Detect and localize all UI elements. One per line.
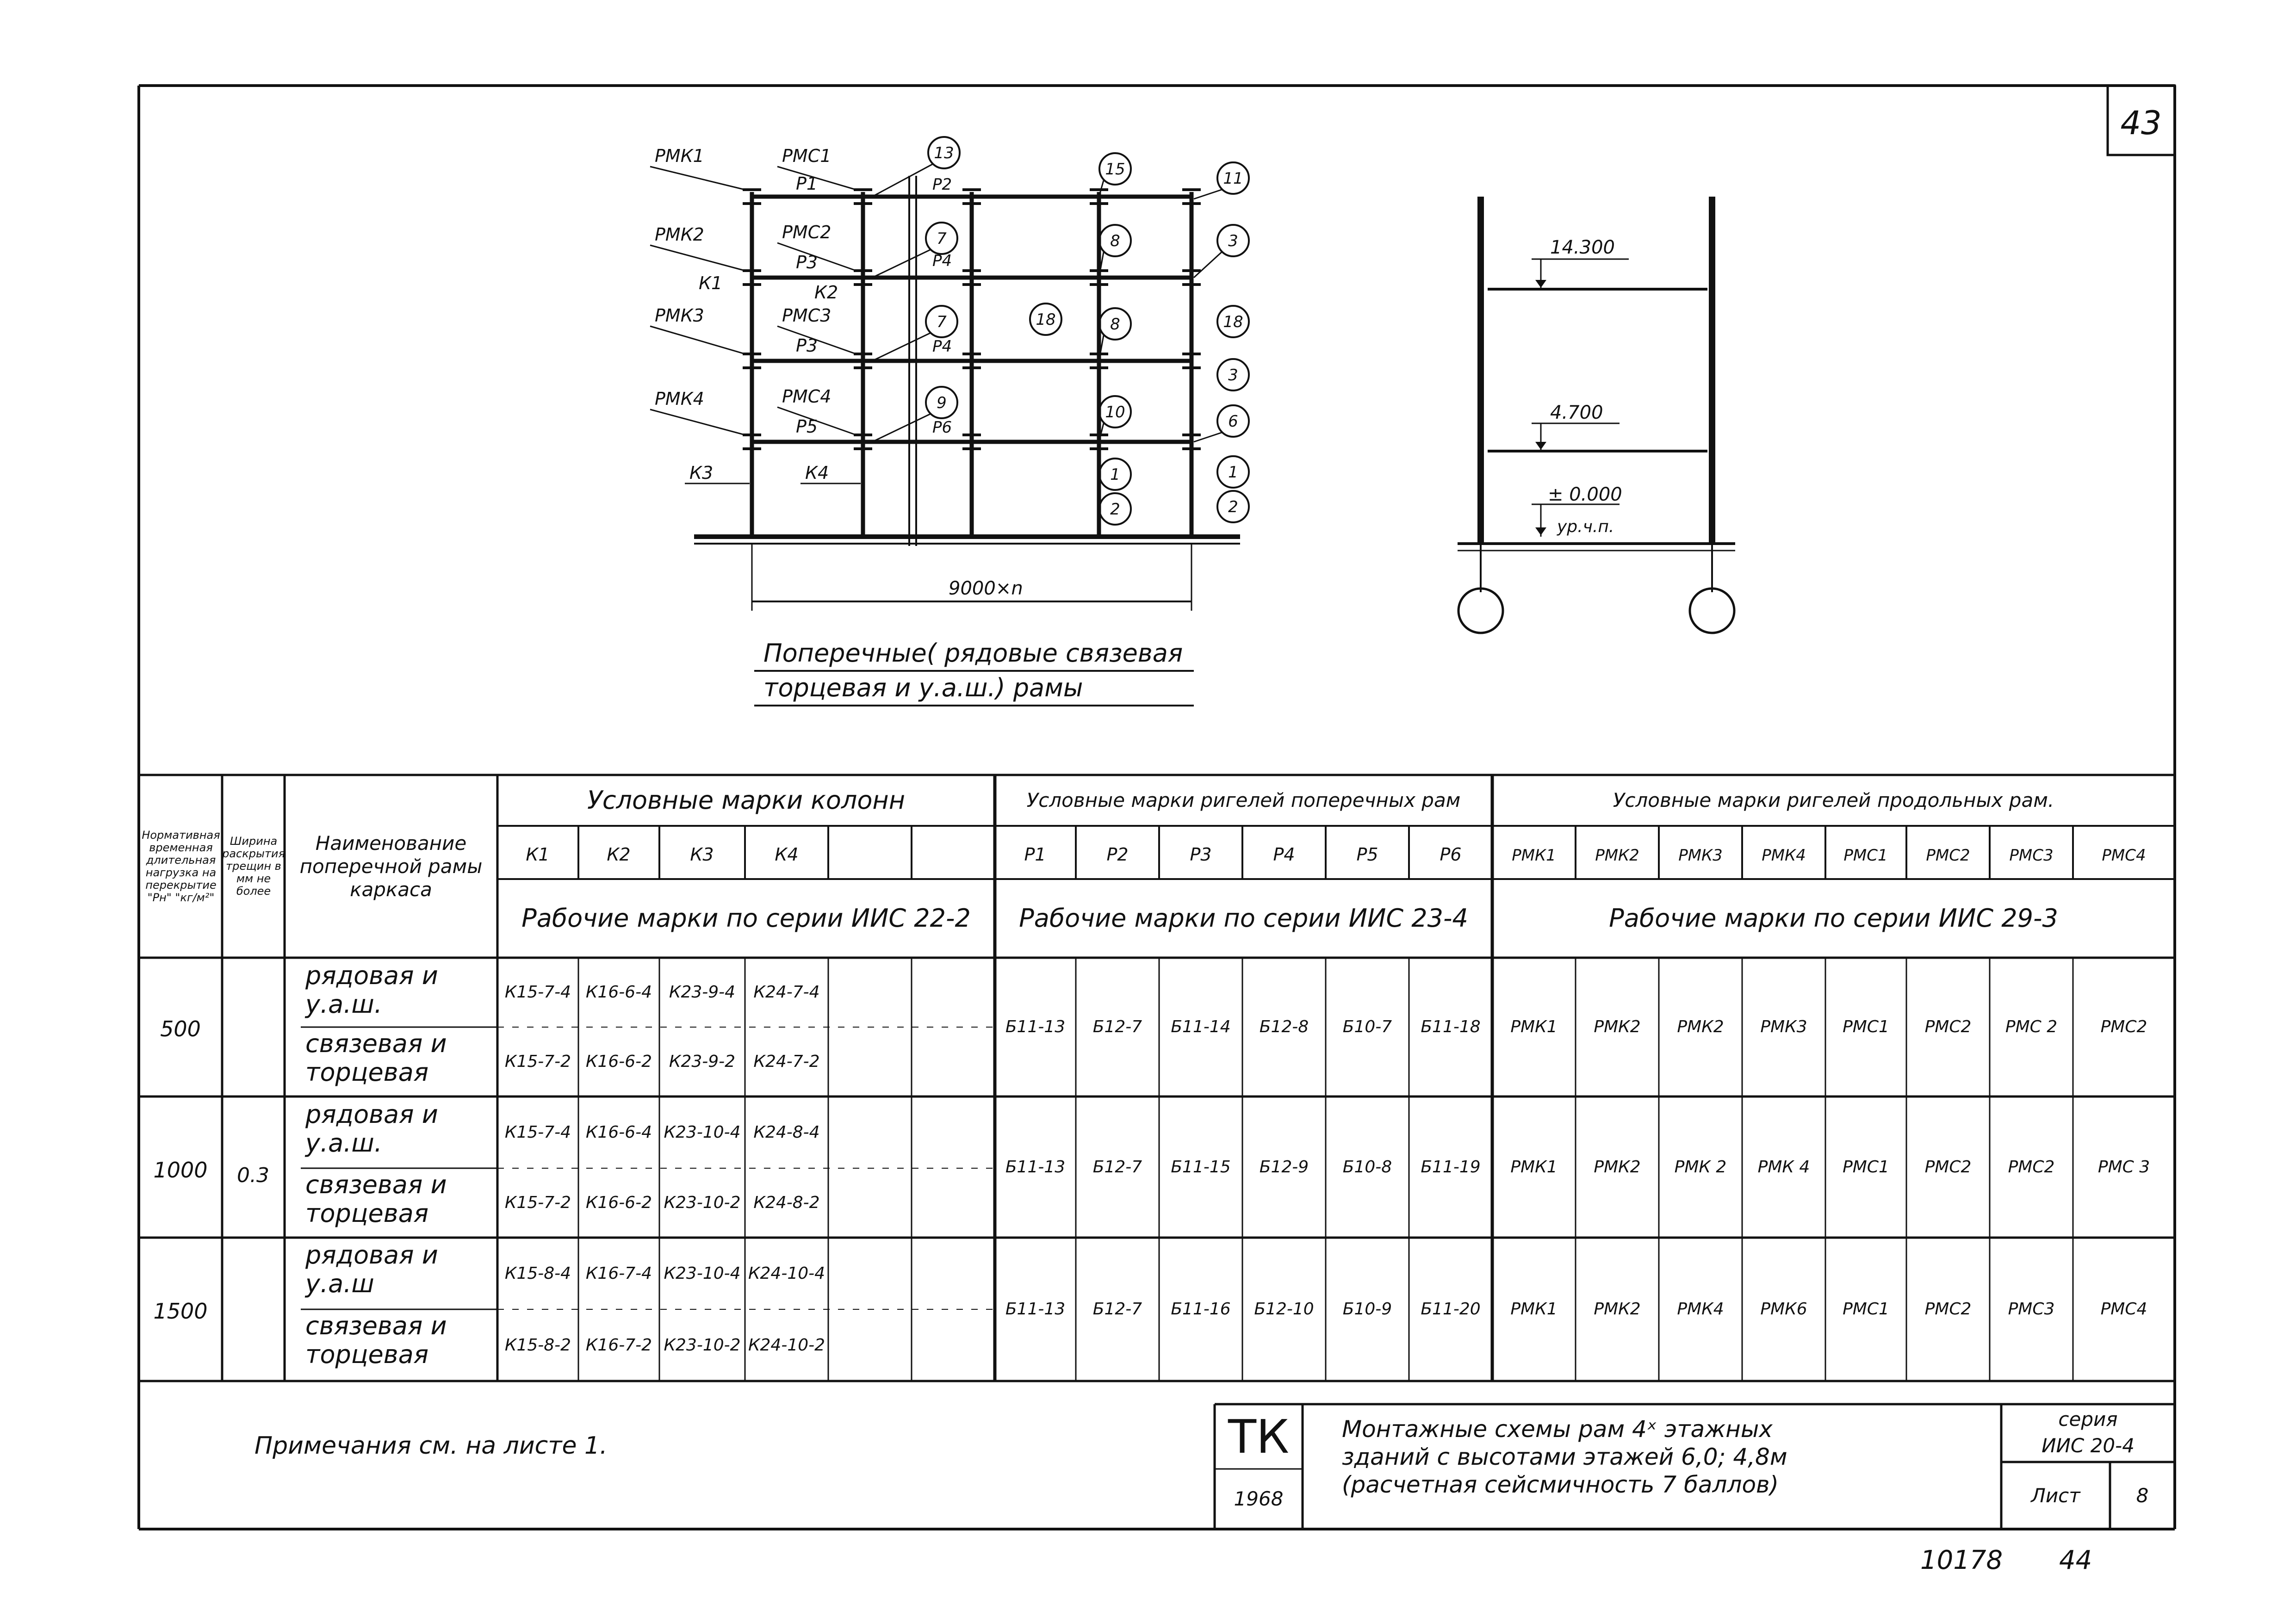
sheet-title-line3: (расчетная сейсмичность 7 баллов) <box>1342 1471 1779 1498</box>
sheet-title-line2: зданий с высотами этажей 6,0; 4,8м <box>1342 1443 1787 1470</box>
cross-beam-cell: Б12-8 <box>1259 1017 1309 1036</box>
long-mark-rmc4: РМС4 <box>2102 846 2146 865</box>
cross-beam-cell: Б12-7 <box>1092 1017 1142 1036</box>
column-mark-cell: К24-7-2 <box>753 1052 820 1071</box>
long-beam-cell: РМС2 <box>2100 1017 2147 1036</box>
long-beam-cell: РМК2 <box>1594 1300 1641 1319</box>
label-k3: К3 <box>689 463 714 483</box>
long-beam-cell: РМК1 <box>1510 1157 1558 1177</box>
floor-level-label: ур.ч.п. <box>1557 517 1614 536</box>
foundation-left <box>1458 588 1503 633</box>
long-beam-cell: РМК1 <box>1510 1300 1558 1319</box>
long-mark-rmk4: РМК4 <box>1762 846 1806 865</box>
column-mark-cell: К15-7-4 <box>504 1122 571 1142</box>
tk-logo: ТК <box>1228 1409 1290 1464</box>
work-marks-long: Рабочие марки по серии ИИС 29-3 <box>1609 904 2058 933</box>
page-number: 43 <box>2120 104 2162 142</box>
long-beam-cell: РМС4 <box>2100 1300 2147 1319</box>
cross-mark-p5: Р5 <box>1356 844 1378 865</box>
label-k1: К1 <box>699 273 723 293</box>
node-9: 9 <box>937 394 947 412</box>
column-mark-cell: К23-9-2 <box>669 1052 736 1071</box>
load-500: 500 <box>160 1016 201 1041</box>
node-3b: 3 <box>1228 366 1238 384</box>
node-1a: 1 <box>1110 465 1120 484</box>
cross-mark-p4: Р4 <box>1273 844 1295 865</box>
frame-name-row: связевая и торцевая <box>305 1170 447 1228</box>
sheet-title-line1: Монтажные схемы рам 4ˣ этажных <box>1342 1416 1773 1443</box>
column-mark-cell: К23-9-4 <box>669 983 736 1002</box>
long-beam-cell: РМС 3 <box>2097 1157 2150 1177</box>
node-8b: 8 <box>1110 315 1120 334</box>
column-mark-cell: К16-7-2 <box>585 1335 652 1355</box>
column-mark-cell: К23-10-2 <box>664 1335 741 1355</box>
frame-name-row: связевая и торцевая <box>305 1311 447 1369</box>
crack-width-value: 0.3 <box>237 1164 269 1187</box>
cross-beam-cell: Б11-15 <box>1171 1157 1231 1177</box>
label-p4a: Р4 <box>932 252 952 270</box>
long-beam-cell: РМК 2 <box>1674 1157 1727 1177</box>
cross-mark-p1: Р1 <box>1024 844 1046 865</box>
header-long-beam-marks: Условные марки ригелей продольных рам. <box>1613 789 2054 812</box>
column-mark-cell: К16-6-4 <box>585 983 652 1002</box>
cross-frame-diagram <box>650 137 1249 706</box>
label-p3b: Р3 <box>796 335 818 356</box>
column-mark-cell: К24-7-4 <box>753 983 820 1002</box>
elevation-4700: 4.700 <box>1550 402 1603 423</box>
label-rmk3: РМК3 <box>655 305 704 326</box>
work-marks-columns: Рабочие марки по серии ИИС 22-2 <box>521 904 971 933</box>
node-6: 6 <box>1228 412 1238 431</box>
header-load: Нормативная временная длительная нагрузка на перекрытие "Рн" "кг/м²" <box>142 828 220 904</box>
series-label: серия <box>2058 1407 2118 1431</box>
frame-name-row: рядовая и у.а.ш. <box>305 961 438 1019</box>
cross-beam-cell: Б10-9 <box>1342 1300 1392 1319</box>
column-mark-cell: К23-10-4 <box>664 1264 741 1283</box>
cross-beam-cell: Б12-7 <box>1092 1300 1142 1319</box>
column-mark-cell: К15-8-2 <box>504 1335 571 1355</box>
cross-beam-cell: Б12-7 <box>1092 1157 1142 1177</box>
foundation-right <box>1690 588 1734 633</box>
label-p5: Р5 <box>796 416 818 437</box>
column-mark-cell: К15-7-4 <box>504 983 571 1002</box>
label-p2: Р2 <box>932 175 952 194</box>
col-mark-k4: К4 <box>775 844 799 865</box>
label-p1: Р1 <box>796 173 818 194</box>
long-beam-cell: РМК4 <box>1677 1300 1724 1319</box>
column-mark-cell: К16-6-2 <box>585 1052 652 1071</box>
long-beam-cell: РМС1 <box>1843 1017 1889 1036</box>
year: 1968 <box>1234 1487 1284 1510</box>
cross-beam-cell: Б11-16 <box>1171 1300 1231 1319</box>
label-rmk2: РМК2 <box>655 224 704 245</box>
load-1500: 1500 <box>153 1299 208 1324</box>
header-cross-beam-marks: Условные марки ригелей поперечных рам <box>1026 789 1461 812</box>
frame-name-row: рядовая и у.а.ш. <box>305 1100 438 1158</box>
column-mark-cell: К16-6-2 <box>585 1193 652 1212</box>
header-frame-name: Наименование поперечной рамы каркаса <box>299 831 483 901</box>
section-diagram <box>1458 197 1735 633</box>
long-beam-cell: РМК2 <box>1677 1017 1724 1036</box>
cross-beam-cell: Б11-13 <box>1005 1157 1066 1177</box>
col-mark-k1: К1 <box>526 844 550 865</box>
node-8a: 8 <box>1110 232 1120 250</box>
long-beam-cell: РМС2 <box>1924 1157 1972 1177</box>
elevation-zero: ± 0.000 <box>1548 484 1622 505</box>
cross-beam-cell: Б11-18 <box>1421 1017 1481 1036</box>
column-mark-cell: К16-6-4 <box>585 1122 652 1142</box>
cross-beam-cell: Б11-19 <box>1421 1157 1481 1177</box>
label-rmc4: РМС4 <box>782 386 832 407</box>
long-mark-rmk2: РМК2 <box>1595 846 1639 865</box>
label-rmc1: РМС1 <box>782 146 832 166</box>
header-crack-width: Ширина раскрытия трещин в мм не более <box>222 835 285 898</box>
node-1b: 1 <box>1228 463 1238 482</box>
sheet-number: 8 <box>2136 1484 2149 1507</box>
node-2b: 2 <box>1228 498 1238 516</box>
long-beam-cell: РМК2 <box>1594 1157 1641 1177</box>
label-rmc3: РМС3 <box>782 305 832 326</box>
long-beam-cell: РМС3 <box>2008 1300 2055 1319</box>
series-value: ИИС 20-4 <box>2042 1434 2135 1457</box>
work-marks-cross: Рабочие марки по серии ИИС 23-4 <box>1019 904 1468 933</box>
node-7b: 7 <box>937 313 947 331</box>
header-column-marks: Условные марки колонн <box>587 786 906 815</box>
elevation-14300: 14.300 <box>1550 237 1615 258</box>
frame-name-row: связевая и торцевая <box>305 1029 447 1087</box>
node-15: 15 <box>1105 160 1125 179</box>
node-3a: 3 <box>1228 232 1238 250</box>
column-mark-cell: К24-8-2 <box>753 1193 820 1212</box>
footer-page-number: 44 <box>2059 1545 2092 1575</box>
label-p4b: Р4 <box>932 337 952 356</box>
cross-beam-cell: Б10-7 <box>1342 1017 1392 1036</box>
cross-beam-cell: Б10-8 <box>1342 1157 1392 1177</box>
label-rmk1: РМК1 <box>655 146 704 166</box>
notes-reference: Примечания см. на листе 1. <box>254 1432 608 1460</box>
long-beam-cell: РМК3 <box>1760 1017 1807 1036</box>
frame-name-row: рядовая и у.а.ш <box>305 1240 438 1298</box>
column-mark-cell: К15-7-2 <box>504 1193 571 1212</box>
cross-beam-cell: Б11-13 <box>1005 1017 1066 1036</box>
long-beam-cell: РМС1 <box>1843 1157 1889 1177</box>
col-mark-k3: К3 <box>690 844 714 865</box>
cross-mark-p6: Р6 <box>1440 844 1462 865</box>
node-13: 13 <box>934 144 954 162</box>
column-mark-cell: К24-8-4 <box>753 1122 820 1142</box>
frame-caption-line1: Поперечные( рядовые связевая <box>763 638 1183 668</box>
column-mark-cell: К15-7-2 <box>504 1052 571 1071</box>
label-k2: К2 <box>814 282 838 303</box>
label-p6: Р6 <box>932 418 952 437</box>
node-18a: 18 <box>1036 310 1056 329</box>
cross-beam-cell: Б11-14 <box>1171 1017 1231 1036</box>
column-mark-cell: К15-8-4 <box>504 1264 571 1283</box>
column-mark-cell: К24-10-4 <box>748 1264 825 1283</box>
long-mark-rmk3: РМК3 <box>1678 846 1723 865</box>
label-rmc2: РМС2 <box>782 222 832 242</box>
label-p3a: Р3 <box>796 252 818 273</box>
cross-mark-p2: Р2 <box>1106 844 1129 865</box>
long-mark-rmk1: РМК1 <box>1512 846 1556 865</box>
long-beam-cell: РМК1 <box>1510 1017 1558 1036</box>
column-mark-cell: К24-10-2 <box>748 1335 825 1355</box>
column-mark-cell: К16-7-4 <box>585 1264 652 1283</box>
cross-beam-cell: Б11-20 <box>1421 1300 1481 1319</box>
node-2a: 2 <box>1110 500 1120 519</box>
long-beam-cell: РМК2 <box>1594 1017 1641 1036</box>
column-mark-cell: К23-10-2 <box>664 1193 741 1212</box>
long-beam-cell: РМК6 <box>1760 1300 1807 1319</box>
cross-beam-cell: Б12-9 <box>1259 1157 1309 1177</box>
long-mark-rmc2: РМС2 <box>1926 846 1970 865</box>
node-11: 11 <box>1223 169 1243 188</box>
long-mark-rmc1: РМС1 <box>1843 846 1888 865</box>
node-10: 10 <box>1105 403 1125 421</box>
col-mark-k2: К2 <box>607 844 631 865</box>
long-beam-cell: РМС2 <box>2008 1157 2055 1177</box>
node-18b: 18 <box>1223 313 1243 331</box>
long-beam-cell: РМС2 <box>1924 1017 1972 1036</box>
cross-beam-cell: Б11-13 <box>1005 1300 1066 1319</box>
load-1000: 1000 <box>153 1158 208 1183</box>
long-beam-cell: РМК 4 <box>1757 1157 1810 1177</box>
cross-mark-p3: Р3 <box>1190 844 1212 865</box>
long-mark-rmc3: РМС3 <box>2009 846 2054 865</box>
frame-caption-line2: торцевая и у.а.ш.) рамы <box>763 673 1083 702</box>
label-rmk4: РМК4 <box>655 389 704 409</box>
label-k4: К4 <box>805 463 829 483</box>
column-mark-cell: К23-10-4 <box>664 1122 741 1142</box>
footer-doc-number: 10178 <box>1920 1545 2003 1575</box>
long-beam-cell: РМС 2 <box>2005 1017 2058 1036</box>
span-dimension: 9000×n <box>949 578 1023 599</box>
cross-beam-cell: Б12-10 <box>1254 1300 1314 1319</box>
node-7a: 7 <box>937 229 947 248</box>
sheet-label: Лист <box>2031 1484 2080 1507</box>
long-beam-cell: РМС1 <box>1843 1300 1889 1319</box>
long-beam-cell: РМС2 <box>1924 1300 1972 1319</box>
